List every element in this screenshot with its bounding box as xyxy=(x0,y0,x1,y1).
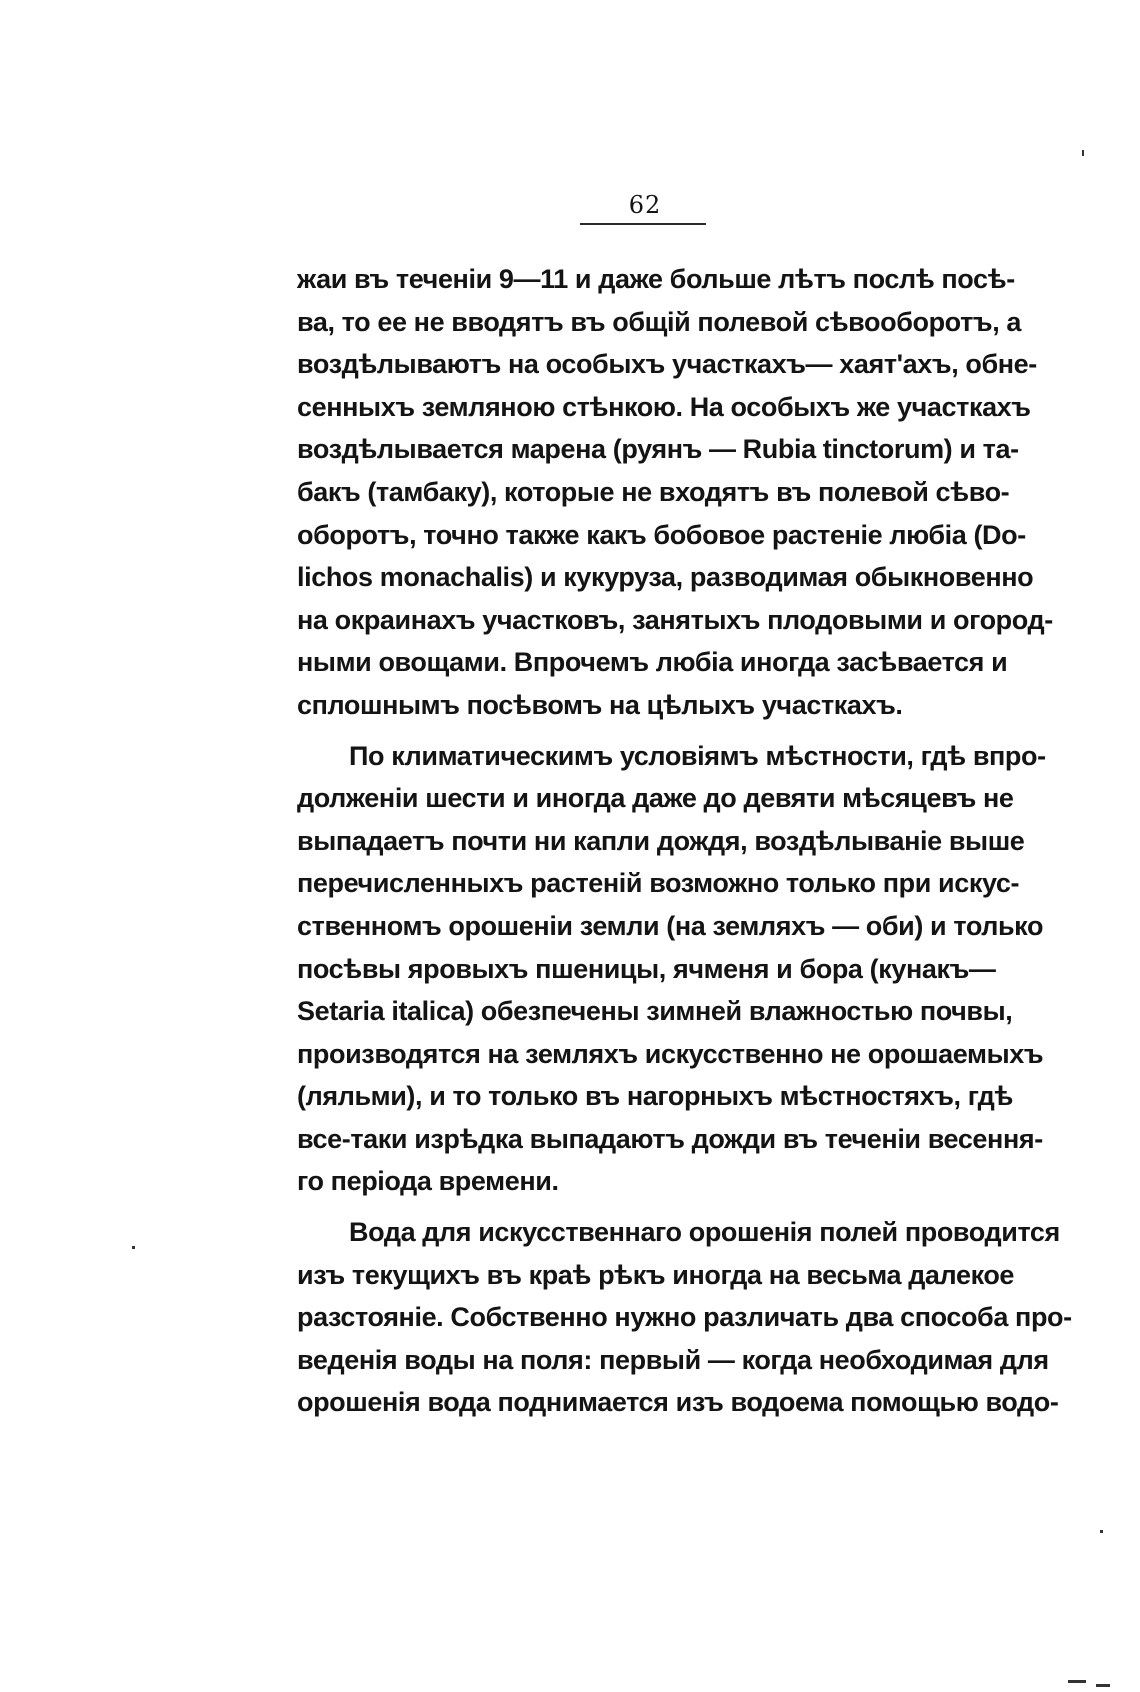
body-text xyxy=(297,258,1072,1424)
text-line: По климатическимъ условіямъ мѣстности, гдѣ впро- xyxy=(349,740,1046,771)
header-rule xyxy=(580,223,706,225)
paragraph-3 xyxy=(297,1211,1072,1424)
text-line: сплошнымъ посѣвомъ на цѣлыхъ участкахъ. xyxy=(297,689,903,720)
text-line: бакъ (тамбаку), которые не входятъ въ полевой сѣво- xyxy=(297,476,1010,507)
text-line: долженіи шести и иногда даже до девяти мѣсяцевъ не xyxy=(297,783,1014,814)
text-line: воздѣлываютъ на особыхъ участкахъ— хаят'ахъ, обне- xyxy=(297,349,1037,380)
text-line: жаи въ теченіи 9—11 и даже больше лѣтъ послѣ посѣ- xyxy=(297,264,1015,294)
text-line: разстояніе. Собственно нужно различать два способа про- xyxy=(297,1302,1072,1333)
text-line: посѣвы яровыхъ пшеницы, ячменя и бора (кунакъ— xyxy=(297,953,996,984)
page-header xyxy=(580,190,710,220)
text-line: на окраинахъ участковъ, занятыхъ плодовыми и огород- xyxy=(297,604,1053,635)
scan-speck xyxy=(1082,150,1084,156)
text-line: выпадаетъ почти ни капли дождя, воздѣлываніе выше xyxy=(297,825,1025,856)
text-line: Вода для искусственнаго орошенія полей проводится xyxy=(349,1217,1060,1248)
text-line: Setaria italica) обезпечены зимней влажностью почвы, xyxy=(297,996,1013,1027)
text-line: lichos monachalis) и кукуруза, разводимая обыкновенно xyxy=(297,562,1034,593)
text-line: все-таки изрѣдка выпадаютъ дожди въ теченіи весення- xyxy=(297,1123,1043,1154)
text-line: ственномъ орошеніи земли (на земляхъ — оби) и только xyxy=(297,910,1044,941)
text-line: го періода времени. xyxy=(297,1166,559,1197)
text-line: ными овощами. Впрочемъ любіа иногда засѣвается и xyxy=(297,647,1008,678)
text-line: оборотъ, точно также какъ бобовое растеніе любіа (Do- xyxy=(297,519,1026,550)
scan-speck xyxy=(1096,1684,1110,1687)
text-line: (ляльми), и то только въ нагорныхъ мѣстностяхъ, гдѣ xyxy=(297,1081,1013,1112)
text-line: сенныхъ земляною стѣнкою. На особыхъ же участкахъ xyxy=(297,391,1031,422)
scan-speck xyxy=(1100,1530,1103,1533)
page-number: 62 xyxy=(628,191,662,219)
text-line: производятся на земляхъ искусственно не орошаемыхъ xyxy=(297,1038,1044,1069)
text-line: ва, то ее не вводятъ въ общій полевой сѣвооборотъ, а xyxy=(297,306,1022,337)
paragraph-1 xyxy=(297,258,1053,727)
text-line: перечисленныхъ растеній возможно только при искус- xyxy=(297,868,1020,899)
text-line: воздѣлывается марена (руянъ — Rubia tinctorum) и та- xyxy=(297,434,1019,465)
scan-speck xyxy=(1068,1680,1086,1683)
text-line: изъ текущихъ въ краѣ рѣкъ иногда на весьма далекое xyxy=(297,1259,1015,1290)
paragraph-2 xyxy=(297,735,1046,1204)
text-line: веденія воды на поля: первый — когда необходимая для xyxy=(297,1344,1049,1375)
text-line: орошенія вода поднимается изъ водоема помощью водо- xyxy=(297,1387,1059,1418)
scan-speck xyxy=(132,1246,135,1249)
